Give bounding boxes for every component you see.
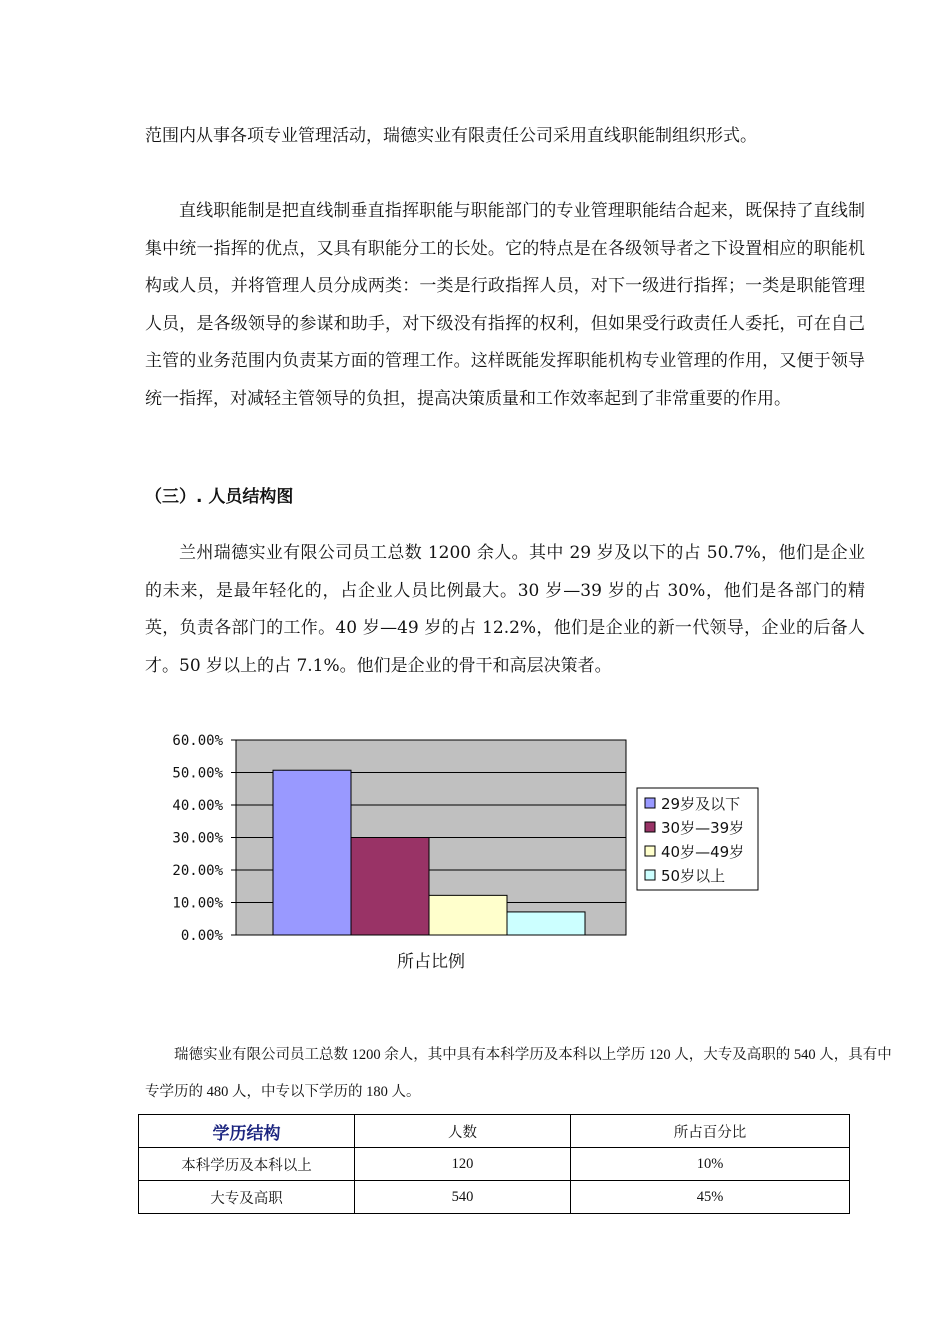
age-structure-chart (150, 728, 770, 978)
table-row (139, 1148, 850, 1181)
y-tick-label: 0.00% (180, 928, 223, 944)
y-tick-label: 10.00% (172, 895, 223, 912)
section-heading: （三）. 人员结构图 (145, 487, 294, 507)
y-tick-label: 40.00% (172, 798, 223, 814)
table-header-cell: 所占百分比 (571, 1115, 850, 1148)
table-header-cell: 学历结构 (139, 1115, 355, 1148)
table-cell: 10% (571, 1148, 850, 1181)
y-tick-label: 20.00% (172, 863, 223, 879)
legend-label: 50岁以上 (661, 867, 726, 885)
bar-1 (273, 770, 351, 935)
paragraph-1: 范围内从事各项专业管理活动，瑞德实业有限责任公司采用直线职能制组织形式。 (145, 126, 757, 146)
table-row (139, 1181, 850, 1214)
legend-swatch (645, 846, 655, 856)
table-cell: 大专及高职 (139, 1181, 355, 1214)
bar-4 (507, 912, 585, 935)
table-cell: 120 (355, 1148, 571, 1181)
table-cell: 540 (355, 1181, 571, 1214)
paragraph-3: 兰州瑞德实业有限公司员工总数 1200 余人。其中 29 岁及以下的占 50.7%，他们是企业的未来，是最年轻化的，占企业人员比例最大。30 岁—39 岁的占 30%，他们是各部门的精英，负责各部门的工作。40 岁—49 岁的占 12.2%，他们是企业的新一代领导，企业的后备人才。50 岁以上的占 7.1%。他们是企业的骨干和高层决策者。 (145, 543, 865, 676)
table-header-cell: 人数 (355, 1115, 571, 1148)
legend-label: 29岁及以下 (661, 795, 741, 813)
paragraph-2: 直线职能制是把直线制垂直指挥职能与职能部门的专业管理职能结合起来，既保持了直线制集中统一指挥的优点，又具有职能分工的长处。它的特点是在各级领导者之下设置相应的职能机构或人员，并将管理人员分成两类：一类是行政指挥人员，对下一级进行指挥；一类是职能管理人员，是各级领导的参谋和助手，对下级没有指挥的权利，但如果受行政责任人委托，可在自己主管的业务范围内负责某方面的管理工作。这样既能发挥职能机构专业管理的作用，又便于领导统一指挥，对减轻主管领导的负担，提高决策质量和工作效率起到了非常重要的作用。 (145, 201, 865, 409)
y-tick-label: 30.00% (172, 830, 223, 847)
legend-swatch (645, 870, 655, 880)
legend-swatch (645, 798, 655, 808)
bar-2 (351, 838, 429, 936)
table-cell: 本科学历及本科以上 (139, 1148, 355, 1181)
education-table (138, 1114, 850, 1214)
y-tick-label: 60.00% (172, 733, 223, 749)
y-tick-label: 50.00% (172, 765, 223, 782)
legend-label: 40岁—49岁 (661, 843, 745, 861)
table-cell: 45% (571, 1181, 850, 1214)
bar-3 (429, 895, 507, 935)
legend-label: 30岁—39岁 (661, 819, 745, 837)
table-header-row (139, 1115, 850, 1148)
legend-swatch (645, 822, 655, 832)
x-axis-label: 所占比例 (397, 952, 465, 972)
paragraph-4: 瑞德实业有限公司员工总数 1200 余人，其中具有本科学历及本科以上学历 120 人，大专及高职的 540 人，具有中专学历的 480 人，中专以下学历的 180 人。 (145, 1047, 892, 1100)
